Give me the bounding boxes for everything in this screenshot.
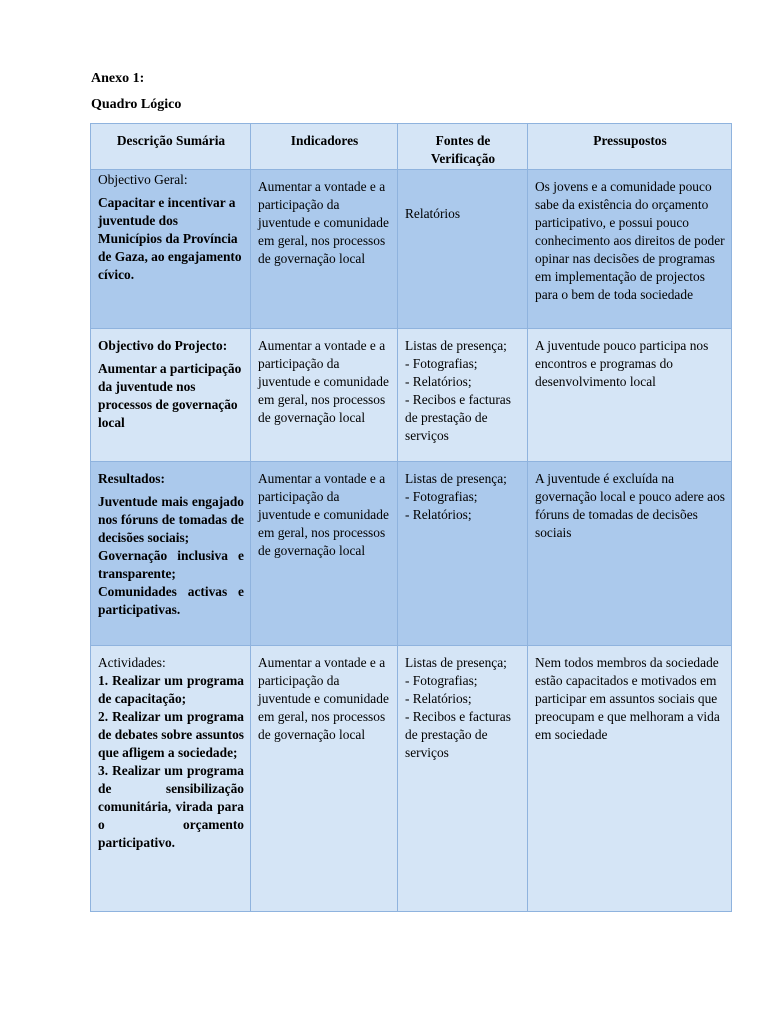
- activity-item: 3. Realizar um programa de sensibilização comunitária, virada para o orçamento participativo.: [98, 763, 244, 850]
- indicators-cell: Aumentar a vontade e a participação da juventude e comunidade em geral, nos processos de governação local: [251, 170, 398, 329]
- sources-cell: [398, 646, 528, 912]
- assumptions-cell: A juventude pouco participa nos encontros e programas do desenvolvimento local: [528, 329, 732, 462]
- source-item: - Relatórios;: [405, 507, 472, 522]
- source-item: - Recibos e facturas de prestação de serviços: [405, 392, 511, 443]
- assumptions-cell: Os jovens e a comunidade pouco sabe da existência do orçamento participativo, e possui pouco conhecimento aos direitos de poder opinar nas decisões de programas em implementação de projectos para o bem de toda sociedade: [528, 170, 732, 329]
- row-description: Aumentar a participação da juventude nos processos de governação local: [98, 361, 242, 430]
- sources-cell: [398, 462, 528, 646]
- row-label: Resultados:: [98, 471, 165, 486]
- row-description: Capacitar e incentivar a juventude dos Municípios da Província de Gaza, ao engajamento cívico.: [98, 195, 242, 282]
- result-item: Juventude mais engajado nos fóruns de tomadas de decisões sociais;: [98, 494, 244, 545]
- header-assumptions: Pressupostos: [528, 124, 732, 170]
- source-item: Listas de presença;: [405, 471, 507, 486]
- result-item: Governação inclusiva e transparente;: [98, 548, 244, 581]
- activity-item: 2. Realizar um programa de debates sobre assuntos que afligem a sociedade;: [98, 709, 244, 760]
- row-label: Actividades:: [98, 655, 166, 670]
- source-item: - Recibos e facturas de prestação de serviços: [405, 709, 511, 760]
- header-summary: Descrição Sumária: [91, 124, 251, 170]
- table-row: [91, 462, 732, 646]
- table-row: [91, 170, 732, 329]
- summary-cell: [91, 646, 251, 912]
- document-title: Quadro Lógico: [91, 97, 182, 112]
- source-item: - Relatórios;: [405, 374, 472, 389]
- summary-cell: [91, 329, 251, 462]
- logical-framework-table: [90, 123, 732, 912]
- header-indicators: Indicadores: [251, 124, 398, 170]
- assumptions-cell: Nem todos membros da sociedade estão capacitados e motivados em participar em assuntos sociais que preocupam e que melhoram a vida em sociedade: [528, 646, 732, 912]
- source-item: - Relatórios;: [405, 691, 472, 706]
- table-header-row: [91, 124, 732, 170]
- row-label: Objectivo Geral:: [98, 172, 188, 187]
- summary-cell: [91, 462, 251, 646]
- summary-cell: [91, 170, 251, 329]
- source-item: - Fotografias;: [405, 673, 478, 688]
- indicators-cell: Aumentar a vontade e a participação da juventude e comunidade em geral, nos processos de governação local: [251, 462, 398, 646]
- sources-cell: [398, 329, 528, 462]
- source-item: - Fotografias;: [405, 489, 478, 504]
- indicators-cell: Aumentar a vontade e a participação da juventude e comunidade em geral, nos processos de governação local: [251, 329, 398, 462]
- annex-label: Anexo 1:: [91, 71, 145, 86]
- indicators-cell: Aumentar a vontade e a participação da juventude e comunidade em geral, nos processos de governação local: [251, 646, 398, 912]
- table-row: [91, 646, 732, 912]
- source-item: - Fotografias;: [405, 356, 478, 371]
- assumptions-cell: A juventude é excluída na governação local e pouco adere aos fóruns de tomadas de decisões sociais: [528, 462, 732, 646]
- source-item: Listas de presença;: [405, 338, 507, 353]
- activity-item: 1. Realizar um programa de capacitação;: [98, 673, 244, 706]
- result-item: Comunidades activas e participativas.: [98, 584, 244, 617]
- header-sources: Fontes de Verificação: [398, 124, 528, 170]
- source-item: Listas de presença;: [405, 655, 507, 670]
- sources-cell: Relatórios: [398, 170, 528, 329]
- table-row: [91, 329, 732, 462]
- row-label: Objectivo do Projecto:: [98, 338, 228, 353]
